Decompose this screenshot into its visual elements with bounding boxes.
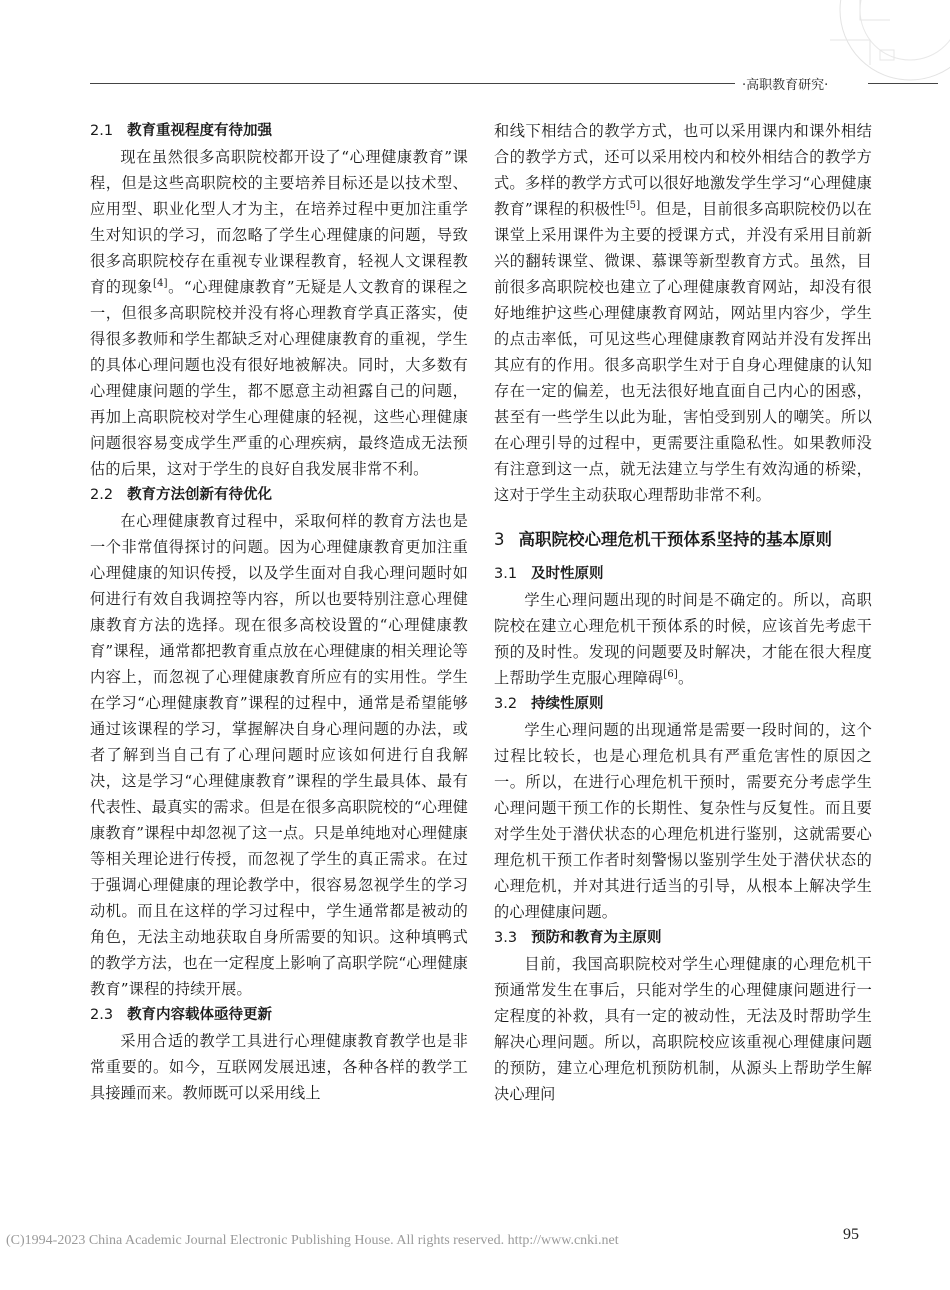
journal-name: ·高职教育研究· [742, 78, 829, 93]
header-rule-right [868, 83, 938, 84]
paragraph: 采用合适的教学工具进行心理健康教育教学也是非常重要的。如今，互联网发展迅速，各种各样的教学工具接踵而来。教师既可以采用线上 [90, 1032, 468, 1102]
paragraph: 在心理健康教育过程中，采取何样的教育方法也是一个非常值得探讨的问题。因为心理健康教育更加注重心理健康的知识传授，以及学生面对自我心理问题时如何进行有效自我调控等内容，所以也要特别注意心理健康教育方法的选择。现在很多高校设置的“心理健康教育”课程，通常都把教育重点放在心理健康的相关理论等内容上，而忽视了心理健康教育所应有的实用性。学生在学习“心理健康教育”课程的过程中，通常是希望能够通过该课程的学习，掌握解决自身心理问题的办法，或者了解到当自己有了心理问题时应该如何进行自我解决，这是学习“心理健康教育”课程的学生最具体、最有代表性、最真实的需求。但是在很多高职院校的“心理健康教育”课程中却忽视了这一点。只是单纯地对心理健康等相关理论进行传授，而忽视了学生的真正需求。在过于强调心理健康的理论教学中，很容易忽视学生的学习动机。而且在这样的学习过程中，学生通常都是被动的角色，无法主动地获取自身所需要的知识。这种填鸭式的教学方法，也在一定程度上影响了高职学院“心理健康教育”课程的持续开展。 [90, 512, 468, 998]
section-heading-3: 3 高职院校心理危机干预体系坚持的基本原则 [494, 530, 832, 549]
paragraph: 现在虽然很多高职院校都开设了“心理健康教育”课程，但是这些高职院校的主要培养目标还是以技术型、应用型、职业化型人才为主，在培养过程中更加注重学生对知识的学习，而忽略了学生心理健康的问题，导致很多高职院校存在重视专业课程教育，轻视人文课程教育的现象[4]。“心理健康教育”无疑是人文教育的课程之一，但很多高职院校并没有将心理教育学真正落实，使得很多教师和学生都缺乏对心理健康教育的重视，学生的具体心理问题也没有很好地被解决。同时，大多数有心理健康问题的学生，都不愿意主动袒露自己的问题，再加上高职院校对学生心理健康的轻视，这些心理健康问题很容易变成学生严重的心理疾病，最终造成无法预估的后果，这对于学生的良好自我发展非常不利。 [90, 148, 468, 478]
citation: [4] [153, 277, 168, 289]
section-heading-3-3: 3.3 预防和教育为主原则 [494, 930, 662, 946]
left-column [90, 118, 468, 1106]
section-heading-2-1: 2.1 教育重视程度有待加强 [90, 123, 273, 139]
page-number: 95 [843, 1226, 859, 1243]
paragraph: 学生心理问题的出现通常是需要一段时间的，这个过程比较长，也是心理危机具有严重危害性的原因之一。所以，在进行心理危机干预时，需要充分考虑学生心理问题干预工作的长期性、复杂性与反复性。而且要对学生处于潜伏状态的心理危机进行鉴别，这就需要心理危机干预工作者时刻警惕以鉴别学生处于潜伏状态的心理危机，并对其进行适当的引导，从根本上解决学生的心理健康问题。 [494, 721, 872, 921]
paragraph-continued: 和线下相结合的教学方式，也可以采用课内和课外相结合的教学方式，还可以采用校内和校外相结合的教学方式。多样的教学方式可以很好地激发学生学习“心理健康教育”课程的积极性[5]。但是，目前很多高职院校仍以在课堂上采用课件为主要的授课方式，并没有采用目前新兴的翻转课堂、微课、慕课等新型教育方式。虽然，目前很多高职院校也建立了心理健康教育网站，却没有很好地维护这些心理健康教育网站，网站里内容少，学生的点击率低，可见这些心理健康教育网站并没有发挥出其应有的作用。很多高职学生对于自身心理健康的认知存在一定的偏差，也无法很好地直面自己内心的困惑，甚至有一些学生以此为耻，害怕受到别人的嘲笑。所以在心理引导的过程中，更需要注重隐私性。如果教师没有注意到这一点，就无法建立与学生有效沟通的桥梁，这对于学生主动获取心理帮助非常不利。 [494, 122, 872, 504]
copyright-footer: (C)1994-2023 China Academic Journal Electronic Publishing House. All rights reserved. http://www.cnki.net [6, 1233, 619, 1248]
header-rule-left [90, 83, 735, 84]
section-heading-3-2: 3.2 持续性原则 [494, 696, 604, 712]
section-heading-3-1: 3.1 及时性原则 [494, 566, 604, 582]
paragraph: 学生心理问题出现的时间是不确定的。所以，高职院校在建立心理危机干预体系的时候，应该首先考虑干预的及时性。发现的问题要及时解决，才能在很大程度上帮助学生克服心理障碍[6]。 [494, 591, 872, 687]
citation: [5] [625, 199, 641, 211]
right-column [494, 118, 872, 1107]
paragraph: 目前，我国高职院校对学生心理健康的心理危机干预通常发生在事后，只能对学生的心理健康问题进行一定程度的补救，具有一定的被动性，无法及时帮助学生解决心理问题。所以，高职院校应该重视心理健康问题的预防，建立心理危机预防机制，从源头上帮助学生解决心理问 [494, 955, 872, 1103]
citation: [6] [663, 668, 679, 680]
section-heading-2-3: 2.3 教育内容载体亟待更新 [90, 1007, 273, 1023]
section-heading-2-2: 2.2 教育方法创新有待优化 [90, 487, 273, 503]
